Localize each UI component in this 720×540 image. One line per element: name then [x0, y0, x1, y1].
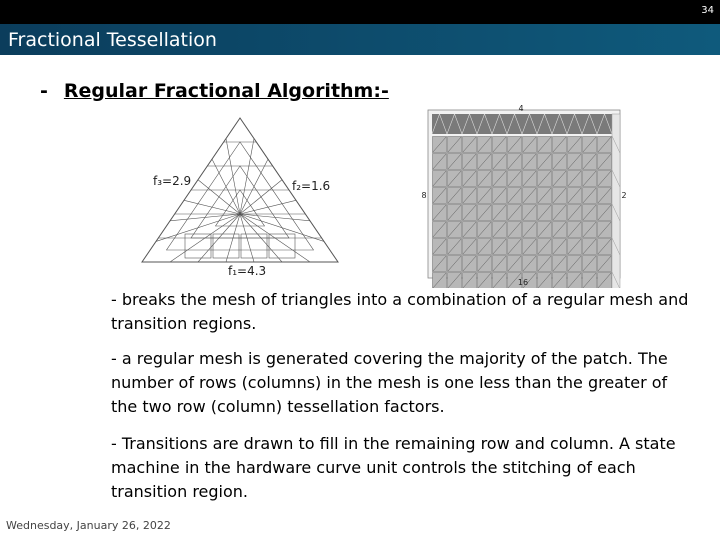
label-f2: f₂=1.6: [292, 179, 331, 193]
slide-title: Fractional Tessellation: [8, 29, 217, 51]
footer-date: Wednesday, January 26, 2022: [6, 519, 171, 532]
title-bar: [0, 24, 720, 55]
quad-mesh: [432, 114, 620, 288]
label-top: 4: [518, 104, 524, 113]
heading-bullet: -: [40, 80, 48, 102]
paragraph-regular-mesh: - a regular mesh is generated covering the majority of the patch. The number of rows (columns) in the mesh is one less than the greater of the two row (column) tessellation factors.: [111, 349, 668, 416]
heading-text: Regular Fractional Algorithm:-: [63, 80, 389, 102]
section-heading: [40, 80, 389, 102]
slide-number: 34: [701, 5, 714, 16]
paragraph-stitching: - Transitions are drawn to fill in the remaining row and column. A state machine in the hardware curve unit controls the stitching of each transition region.: [111, 434, 676, 501]
label-f1: f₁=4.3: [228, 264, 267, 278]
label-f3: f₃=2.9: [153, 174, 192, 188]
quad-tessellation-figure: [416, 100, 631, 288]
label-left: 8: [421, 191, 427, 200]
top-bar: [0, 0, 720, 24]
triangle-tessellation-figure: [140, 112, 345, 280]
label-bottom: 16: [517, 278, 529, 287]
label-right: 2: [621, 191, 627, 200]
paragraph-transition-regions: - breaks the mesh of triangles into a combination of a regular mesh and transition regions.: [111, 290, 689, 333]
